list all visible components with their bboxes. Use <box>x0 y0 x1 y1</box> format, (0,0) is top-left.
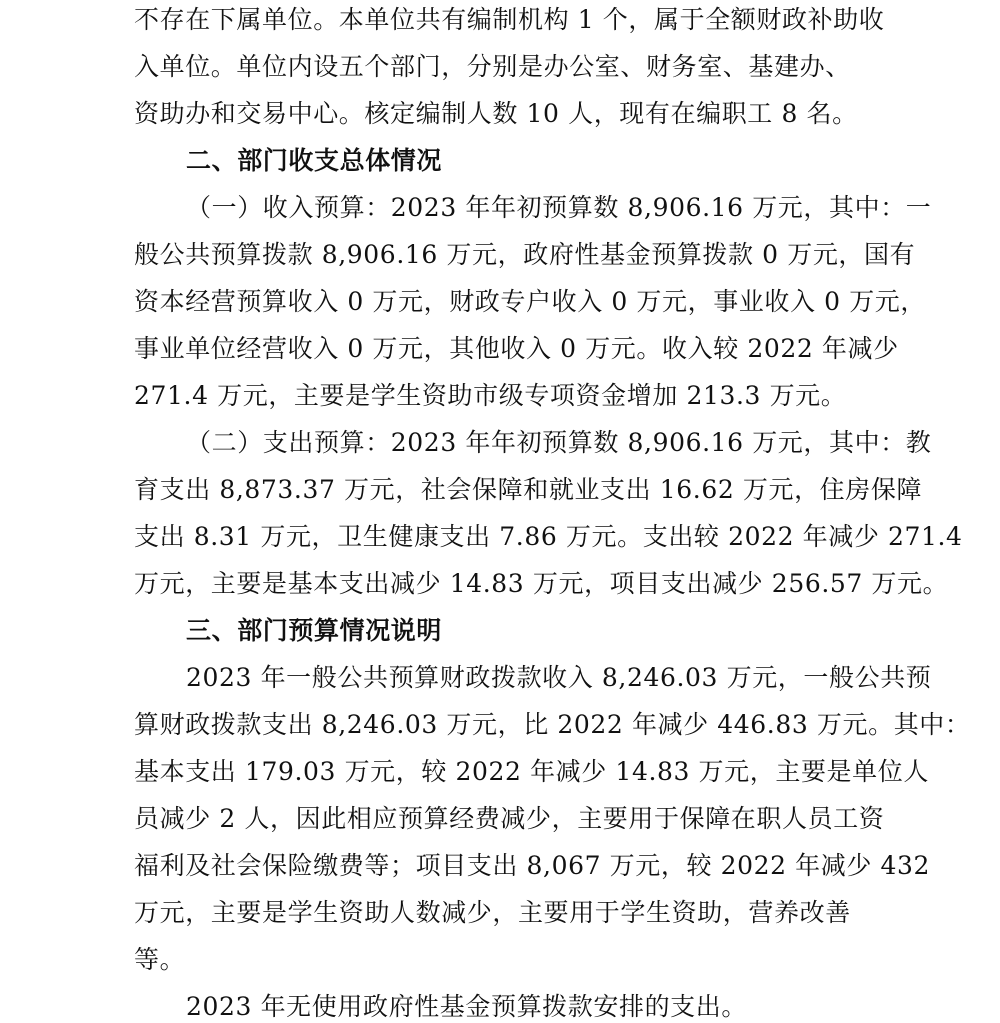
section-heading-2: 二、部门收支总体情况 <box>186 146 443 175</box>
body-text-line: 育支出 8,873.37 万元，社会保障和就业支出 16.62 万元，住房保障 <box>134 475 923 504</box>
body-text-line: 万元，主要是学生资助人数减少，主要用于学生资助，营养改善 <box>134 898 851 927</box>
body-text-line: 算财政拨款支出 8,246.03 万元，比 2022 年减少 446.83 万元。其中： <box>134 710 971 739</box>
body-text-line: 福利及社会保险缴费等；项目支出 8,067 万元，较 2022 年减少 432 <box>134 851 931 880</box>
body-text-line: 等。 <box>134 945 186 974</box>
body-text-line: 基本支出 179.03 万元，较 2022 年减少 14.83 万元，主要是单位人 <box>134 757 929 786</box>
body-text-line: 资助办和交易中心。核定编制人数 10 人，现有在编职工 8 名。 <box>134 99 858 128</box>
body-text-line: 员减少 2 人，因此相应预算经费减少，主要用于保障在职人员工资 <box>134 804 885 833</box>
paragraph-last-line: 2023 年无使用政府性基金预算拨款安排的支出。 <box>186 992 747 1021</box>
subsection-income-first-line: （一）收入预算：2023 年年初预算数 8,906.16 万元，其中：一 <box>186 193 932 222</box>
body-text-line: 般公共预算拨款 8,906.16 万元，政府性基金预算拨款 0 万元，国有 <box>134 240 916 269</box>
body-text-line: 资本经营预算收入 0 万元，财政专户收入 0 万元，事业收入 0 万元， <box>134 287 927 316</box>
subsection-expense-first-line: （二）支出预算：2023 年年初预算数 8,906.16 万元，其中：教 <box>186 428 932 457</box>
section-heading-3: 三、部门预算情况说明 <box>186 616 443 645</box>
paragraph-first-line: 2023 年一般公共预算财政拨款收入 8,246.03 万元，一般公共预 <box>186 663 932 692</box>
body-text-line: 事业单位经营收入 0 万元，其他收入 0 万元。收入较 2022 年减少 <box>134 334 899 363</box>
body-text-line: 支出 8.31 万元，卫生健康支出 7.86 万元。支出较 2022 年减少 271.4 <box>134 522 963 551</box>
body-text-line: 不存在下属单位。本单位共有编制机构 1 个，属于全额财政补助收 <box>134 5 885 34</box>
body-text-line: 万元，主要是基本支出减少 14.83 万元，项目支出减少 256.57 万元。 <box>134 569 949 598</box>
body-text-line: 入单位。单位内设五个部门，分别是办公室、财务室、基建办、 <box>134 52 851 81</box>
body-text-line: 271.4 万元，主要是学生资助市级专项资金增加 213.3 万元。 <box>134 381 847 410</box>
